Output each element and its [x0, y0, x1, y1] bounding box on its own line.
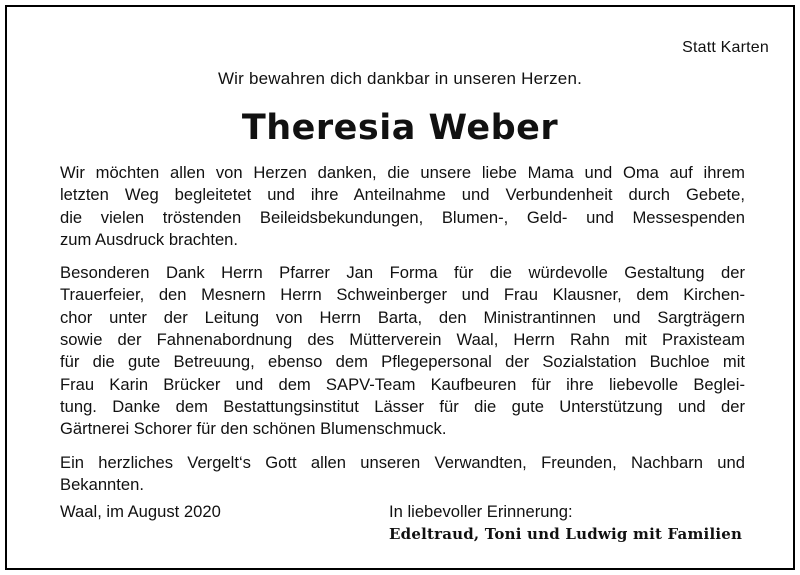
- paragraph-special-thanks: [60, 262, 745, 440]
- text-line: Wir möchten allen von Herzen danken, die unsere liebe Mama und Oma auf ihrem: [60, 163, 745, 182]
- text-line: sowie der Fahnenabordnung des Mütterverein Waal, Herrn Rahn mit Praxisteam: [60, 330, 745, 350]
- text-line: Besonderen Dank Herrn Pfarrer Jan Forma für die würdevolle Gestaltung der: [60, 263, 745, 283]
- signature-block: [389, 501, 742, 545]
- text-line: Frau Karin Brücker und dem SAPV-Team Kaufbeuren für ihre liebevolle Beglei-: [60, 374, 745, 394]
- motto: Wir bewahren dich dankbar in unseren Herzen.: [217, 69, 583, 88]
- text-line: Trauerfeier, den Mesnern Herrn Schweinberger und Frau Klausner, dem Kirchen-: [60, 285, 745, 305]
- text-line: letzten Weg begleitetet und ihre Anteilnahme und Verbundenheit durch Gebete,: [60, 185, 745, 205]
- text-line: Gärtnerei Schorer für den schönen Blumenschmuck.: [60, 419, 447, 439]
- text-line: zum Ausdruck brachten.: [60, 229, 239, 249]
- text-line: Ein herzliches Vergelt‘s Gott allen unseren Verwandten, Freunden, Nachbarn und: [60, 452, 745, 472]
- signature-intro: In liebevoller Erinnerung:: [389, 502, 573, 521]
- obituary-notice: [5, 5, 795, 570]
- notice-body: [60, 162, 745, 507]
- text-line: die vielen tröstenden Beileidsbekundungen, Blumen-, Geld- und Messespenden: [60, 207, 745, 227]
- text-line: Bekannten.: [60, 474, 144, 494]
- text-line: chor unter der Leitung von Herrn Barta, den Ministrantinnen und Sargträgern: [60, 307, 745, 327]
- deceased-name: Theresia Weber: [241, 108, 559, 148]
- paragraph-thanks: [60, 162, 745, 251]
- text-line: für die gute Betreuung, ebenso dem Pflegepersonal der Sozialstation Buchloe mit: [60, 352, 745, 372]
- place-date: Waal, im August 2020: [60, 502, 221, 521]
- text-line: tung. Danke dem Bestattungsinstitut Lässer für die gute Unterstützung und der: [60, 396, 745, 416]
- paragraph-vergelts-gott: [60, 452, 745, 497]
- header-statt-karten: Statt Karten: [682, 39, 769, 56]
- signature-names: Edeltraud, Toni und Ludwig mit Familien: [389, 525, 743, 543]
